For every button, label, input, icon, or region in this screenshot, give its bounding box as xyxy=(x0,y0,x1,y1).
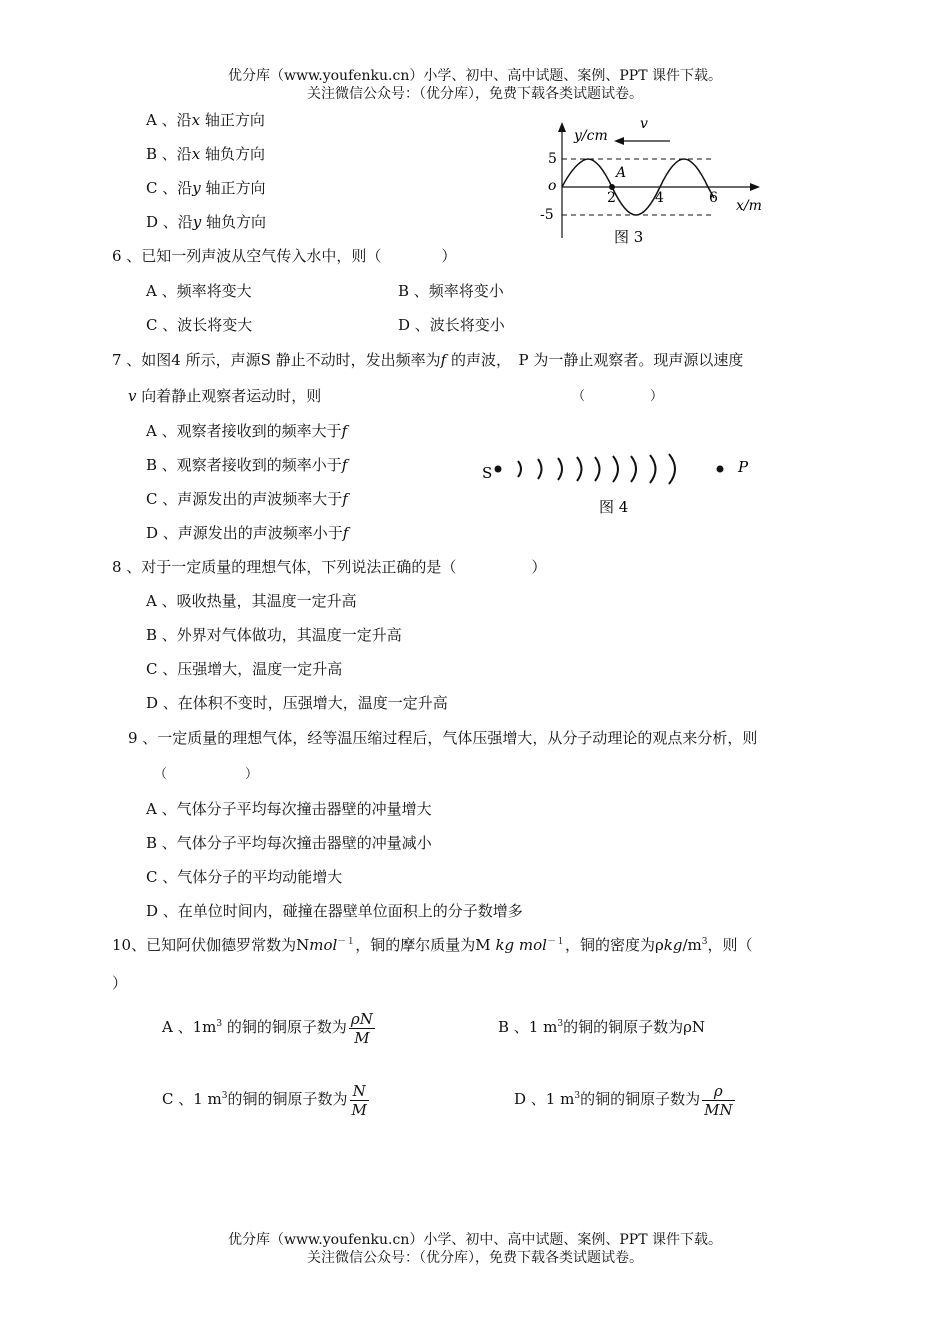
source-s-dot xyxy=(495,466,502,473)
q6-option-d: D 、波长将变小 xyxy=(398,316,505,334)
fraction-rho-n-over-m: $\frac{\rho N}{M}$ xyxy=(350,1009,373,1047)
q9-option-d: D 、在单位时间内，碰撞在器壁单位面积上的分子数增多 xyxy=(146,902,523,920)
y-axis-label: y/cm xyxy=(574,128,608,144)
figure-3-wave xyxy=(530,110,780,250)
q10-option-a: A 、$1m^3$ 的铜的铜原子数为 $\frac{\rho N}{M}$ xyxy=(162,1009,373,1047)
wavefront xyxy=(558,458,562,480)
x-tick-2: 2 xyxy=(607,190,616,206)
x-axis-label: x/m xyxy=(736,198,762,214)
q9-stem: 9 、一定质量的理想气体，经等温压缩过程后，气体压强增大，从分子动理论的观点来分析，则 xyxy=(128,729,758,747)
q8-option-b: B 、外界对气体做功，其温度一定升高 xyxy=(146,626,402,644)
y-tick-minus-5: -5 xyxy=(540,207,554,223)
q7-stem-line-2: v 向着静止观察者运动时，则 xyxy=(128,387,322,405)
figure-4-sound-waves xyxy=(476,448,766,523)
wavefront xyxy=(577,457,582,481)
x-tick-6: 6 xyxy=(709,190,718,206)
header-line-2: 关注微信公众号：（优分库），免费下载各类试题试卷。 xyxy=(307,86,643,102)
q5-option-a: A 、沿x 轴正方向 xyxy=(146,111,265,129)
q9-option-b: B 、气体分子平均每次撞击器壁的冲量减小 xyxy=(146,834,432,852)
wavefront xyxy=(669,454,675,484)
q7-option-a: A 、观察者接收到的频率大于f xyxy=(146,422,348,440)
q7-answer-paren: （ ） xyxy=(572,389,664,404)
q9-answer-paren: （ ） xyxy=(154,767,259,782)
q8-option-a: A 、吸收热量，其温度一定升高 xyxy=(146,592,357,610)
wavefront xyxy=(538,459,542,479)
q5-option-b: B 、沿x 轴负方向 xyxy=(146,145,266,163)
q7-stem: 7 、如图4 所示，声源S 静止不动时，发出频率为f 的声波， P 为一静止观察者。现声源以速度 xyxy=(112,351,744,369)
x-tick-4: 4 xyxy=(655,190,664,206)
q6-option-c: C 、波长将变大 xyxy=(146,316,253,334)
q6-stem: 6 、已知一列声波从空气传入水中，则（ ） xyxy=(112,247,457,265)
wavefront xyxy=(595,457,600,481)
velocity-arrowhead xyxy=(614,137,624,145)
figure-4-caption: 图 4 xyxy=(599,498,629,516)
wavefront xyxy=(518,461,521,477)
q8-stem: 8 、对于一定质量的理想气体，下列说法正确的是（ ） xyxy=(112,558,547,576)
q8-option-d: D 、在体积不变时，压强增大，温度一定升高 xyxy=(146,694,448,712)
observer-p-label: P xyxy=(738,458,749,476)
q6-option-b: B 、频率将变小 xyxy=(398,282,504,300)
x-axis-arrow xyxy=(750,183,760,191)
q5-option-d: D 、沿y 轴负方向 xyxy=(146,213,267,231)
q7-option-c: C 、声源发出的声波频率大于f xyxy=(146,490,348,508)
observer-p-dot xyxy=(717,466,724,473)
velocity-label: v xyxy=(640,116,648,132)
point-a-label: A xyxy=(616,165,627,181)
header-line-1: 优分库（www.youfenku.cn）小学、初中、高中试题、案例、PPT 课件下载。 xyxy=(227,68,722,84)
wavefront xyxy=(650,455,656,483)
fraction-rho-over-mn: $\frac{\rho}{MN}$ xyxy=(704,1081,733,1119)
source-s-label: S xyxy=(482,464,493,482)
q7-option-d: D 、声源发出的声波频率小于f xyxy=(146,524,349,542)
footer-line-1: 优分库（www.youfenku.cn）小学、初中、高中试题、案例、PPT 课件下载。 xyxy=(227,1232,722,1248)
q8-option-c: C 、压强增大，温度一定升高 xyxy=(146,660,343,678)
q10-option-b: B 、1 $m^3$的铜的铜原子数为ρN xyxy=(498,1018,706,1036)
footer-line-2: 关注微信公众号：（优分库），免费下载各类试题试卷。 xyxy=(307,1250,643,1266)
y-axis-arrow xyxy=(558,122,566,132)
q9-option-c: C 、气体分子的平均动能增大 xyxy=(146,868,343,886)
wavefront xyxy=(613,456,618,482)
q10-option-d: D 、1 $m^3$的铜的铜原子数为 $\frac{\rho}{MN}$ xyxy=(514,1081,733,1119)
figure-3-caption: 图 3 xyxy=(614,228,644,246)
q10-option-c: C 、1 $m^3$的铜的铜原子数为 $\frac{N}{M}$ xyxy=(162,1081,367,1119)
origin-label: o xyxy=(548,178,557,194)
fraction-n-over-m: $\frac{N}{M}$ xyxy=(351,1081,367,1119)
q6-option-a: A 、频率将变大 xyxy=(146,282,252,300)
q10-stem-line-2: ） xyxy=(112,974,128,992)
q5-option-c: C 、沿y 轴正方向 xyxy=(146,179,266,197)
y-tick-5: 5 xyxy=(548,151,557,167)
q7-option-b: B 、观察者接收到的频率小于f xyxy=(146,456,348,474)
q9-option-a: A 、气体分子平均每次撞击器壁的冲量增大 xyxy=(146,800,432,818)
wavefront xyxy=(631,456,636,482)
q10-stem: 10、已知阿伏伽德罗常数为Nmol$^{-1}$，铜的摩尔质量为M kg mol$^{-1}$，铜的密度为ρkg/$m^3$，则（ xyxy=(112,936,753,954)
